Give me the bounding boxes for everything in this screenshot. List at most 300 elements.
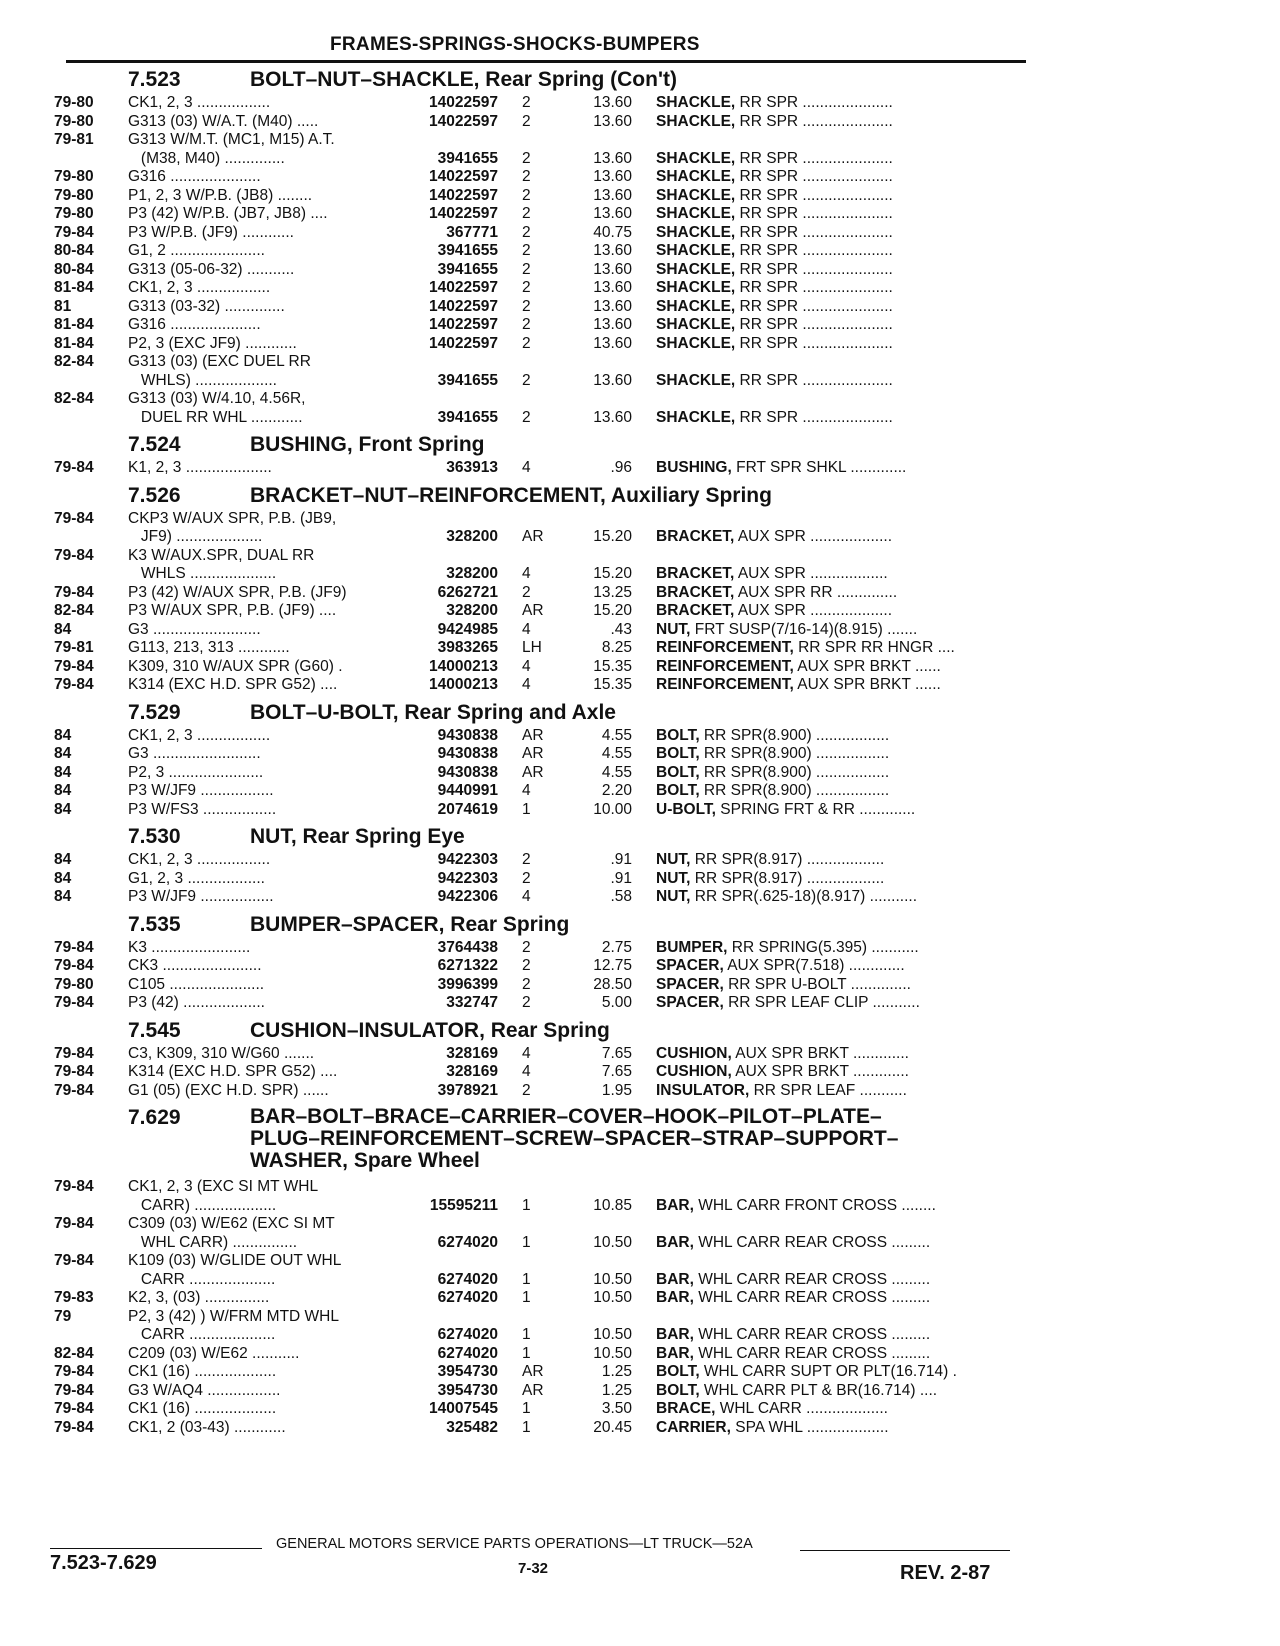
row-quantity: 2 [522, 1081, 531, 1099]
row-model-line: K109 (03) W/GLIDE OUT WHL [128, 1252, 342, 1269]
row-description-name: BAR, [656, 1233, 694, 1251]
table-row [0, 870, 1280, 889]
row-price: 13.60 [593, 316, 632, 333]
row-part-number: 3996399 [437, 975, 498, 993]
table-row [0, 459, 1280, 478]
row-model [128, 1345, 398, 1364]
row-years: 79-80 [54, 94, 94, 111]
row-part-number: 9424985 [437, 620, 498, 638]
footer-revision: REV. 2-87 [900, 1562, 991, 1584]
row-quantity: 2 [522, 938, 531, 956]
table-row [0, 621, 1280, 640]
row-description [656, 335, 1020, 354]
row-years: 84 [54, 800, 72, 818]
row-description-name: BAR, [656, 1344, 694, 1362]
row-price: 10.50 [593, 1326, 632, 1343]
section-title [250, 484, 772, 508]
table-row [0, 727, 1280, 746]
row-description-name: BOLT, [656, 782, 700, 799]
row-description-name: REINFORCEMENT, [656, 639, 794, 656]
table-row [0, 353, 1280, 390]
row-description-detail: RR SPR ..................... [735, 260, 893, 278]
table-row [0, 390, 1280, 427]
row-description-detail: RR SPR ..................... [735, 316, 893, 333]
row-price: 15.20 [593, 528, 632, 545]
table-row [0, 1045, 1280, 1064]
row-model-line: G1 (05) (EXC H.D. SPR) ...... [128, 1081, 329, 1099]
row-model [128, 547, 398, 584]
row-description-detail: RR SPR ..................... [735, 94, 893, 111]
section-number: 7.524 [128, 433, 181, 456]
row-description-detail: AUX SPR(7.518) ............. [723, 957, 905, 974]
table-row [0, 335, 1280, 354]
row-description-name: SHACKLE, [656, 371, 736, 389]
row-model [128, 745, 398, 764]
row-model-line: WHLS .................... [128, 565, 277, 582]
row-model-line: CK1 (16) ................... [128, 1400, 277, 1417]
row-price: .96 [610, 459, 632, 476]
row-model [128, 187, 398, 206]
row-description-detail: AUX SPR ................... [734, 528, 893, 545]
row-model-line: CKP3 W/AUX SPR, P.B. (JB9, [128, 509, 337, 527]
section-number: 7.535 [128, 912, 181, 936]
row-part-number: 325482 [446, 1418, 498, 1436]
row-model-line: G316 ..................... [128, 316, 261, 333]
row-model [128, 113, 398, 132]
section-number: 7.629 [128, 1106, 181, 1129]
row-description-name: SPACER, [656, 975, 724, 993]
row-description-detail: WHL CARR REAR CROSS ......... [693, 1270, 931, 1288]
row-model [128, 94, 398, 113]
row-model [128, 261, 398, 280]
row-description-detail: RR SPR ..................... [735, 371, 893, 389]
row-years: 81-84 [54, 316, 94, 333]
section-title-line: BAR–BOLT–BRACE–CARRIER–COVER–HOOK–PILOT–PLATE– [250, 1105, 882, 1128]
row-description [656, 957, 1020, 976]
table-row [0, 658, 1280, 677]
table-row [0, 1063, 1280, 1082]
row-description-detail: RR SPR ..................... [735, 297, 893, 315]
row-model [128, 298, 398, 317]
row-price: 13.60 [593, 205, 632, 222]
row-price: 13.60 [593, 279, 632, 296]
row-description-detail: WHL CARR SUPT OR PLT(16.714) . [699, 1363, 957, 1380]
row-description-name: SHACKLE, [656, 168, 736, 185]
row-description-name: REINFORCEMENT, [656, 676, 794, 693]
row-description [656, 224, 1020, 243]
row-description-name: BOLT, [656, 1363, 700, 1380]
row-description-name: BOLT, [656, 726, 700, 744]
row-price: 3.50 [601, 1400, 632, 1417]
row-model-line: G316 ..................... [128, 168, 261, 185]
row-description-name: BOLT, [656, 745, 700, 762]
row-quantity: 1 [522, 1196, 531, 1214]
row-description-detail: AUX SPR BRKT ............. [731, 1063, 909, 1080]
row-description [656, 1289, 1020, 1308]
row-quantity: AR [522, 726, 544, 744]
row-model-line: DUEL RR WHL ............ [128, 408, 303, 426]
row-years: 82-84 [54, 602, 94, 619]
row-years: 84 [54, 620, 72, 638]
row-part-number: 14022597 [429, 334, 498, 352]
row-years: 79-84 [54, 676, 94, 693]
row-part-number: 332747 [446, 994, 498, 1011]
row-description-name: CUSHION, [656, 1063, 732, 1080]
row-years: 79-80 [54, 186, 94, 204]
row-price: 10.85 [593, 1196, 632, 1214]
row-price: 2.20 [601, 782, 632, 799]
row-price: 13.60 [593, 334, 632, 352]
row-price: 1.25 [601, 1363, 632, 1380]
row-description [656, 727, 1020, 746]
row-description-detail: WHL CARR ................... [715, 1400, 888, 1417]
row-years: 79-84 [54, 1063, 94, 1080]
row-description [656, 113, 1020, 132]
row-description [656, 939, 1020, 958]
row-model [128, 1363, 398, 1382]
row-quantity: 4 [522, 657, 531, 675]
row-years: 84 [54, 745, 72, 762]
table-row [0, 1215, 1280, 1252]
table-row [0, 1308, 1280, 1345]
row-price: 20.45 [593, 1418, 632, 1436]
row-model [128, 131, 398, 168]
row-part-number: 9430838 [437, 726, 498, 744]
row-model-line: CK3 ....................... [128, 957, 262, 974]
row-description-name: BOLT, [656, 763, 700, 781]
row-quantity: 4 [522, 565, 531, 582]
row-years: 79-84 [54, 583, 94, 601]
row-years: 84 [54, 888, 72, 905]
row-description-detail: AUX SPR BRKT ...... [793, 657, 941, 675]
row-model [128, 939, 398, 958]
table-row [0, 851, 1280, 870]
row-part-number: 14022597 [429, 112, 498, 130]
section-number: 7.530 [128, 825, 181, 848]
row-price: 13.60 [593, 371, 632, 389]
section-title [250, 913, 569, 937]
row-years: 80-84 [54, 260, 94, 278]
row-description [656, 168, 1020, 187]
row-quantity: 2 [522, 583, 531, 601]
row-description-detail: AUX SPR ................... [734, 602, 893, 619]
row-part-number: 9440991 [437, 782, 498, 799]
section-header [0, 66, 1280, 92]
section-title-line: WASHER, Spare Wheel [250, 1149, 480, 1172]
row-model-line: C105 ...................... [128, 975, 265, 993]
section-title-line: BRACKET–NUT–REINFORCEMENT, Auxiliary Spring [250, 483, 772, 507]
table-row [0, 976, 1280, 995]
row-years: 84 [54, 851, 72, 868]
row-years: 79-84 [54, 1252, 94, 1269]
table-row [0, 676, 1280, 695]
row-price: 12.75 [593, 957, 632, 974]
row-years: 84 [54, 726, 72, 744]
row-quantity: 2 [522, 279, 531, 296]
row-description [656, 1400, 1020, 1419]
row-model-line: C3, K309, 310 W/G60 ....... [128, 1044, 315, 1062]
row-quantity: 1 [522, 1289, 531, 1306]
row-years: 84 [54, 782, 72, 799]
row-part-number: 6274020 [437, 1326, 498, 1343]
row-part-number: 6274020 [437, 1233, 498, 1251]
row-model-line: (M38, M40) .............. [128, 149, 285, 167]
row-model-line: CARR .................... [128, 1270, 276, 1288]
row-model [128, 168, 398, 187]
row-part-number: 3941655 [437, 408, 498, 426]
row-description-name: NUT, [656, 851, 691, 868]
row-description-detail: WHL CARR REAR CROSS ......... [693, 1326, 931, 1343]
row-years: 79-81 [54, 639, 94, 656]
section-title-line: BUSHING, Front Spring [250, 433, 485, 456]
footer-publisher: GENERAL MOTORS SERVICE PARTS OPERATIONS—LT TRUCK—52A [276, 1536, 753, 1552]
row-model [128, 764, 398, 783]
row-model-line: CK1, 2, 3 (EXC SI MT WHL [128, 1178, 319, 1195]
row-part-number: 14022597 [429, 297, 498, 315]
row-part-number: 3941655 [437, 149, 498, 167]
row-description-detail: RR SPR ..................... [735, 186, 893, 204]
row-description [656, 1419, 1020, 1438]
row-description [656, 1197, 1020, 1216]
row-model [128, 870, 398, 889]
row-model-line: G1, 2, 3 .................. [128, 869, 265, 887]
row-part-number: 9430838 [437, 745, 498, 762]
row-description-detail: RR SPR(8.900) ................. [699, 763, 890, 781]
row-price: 15.35 [593, 676, 632, 693]
row-description-detail: SPA WHL ................... [730, 1418, 889, 1436]
row-part-number: 14022597 [429, 94, 498, 111]
row-part-number: 328200 [446, 565, 498, 582]
row-description-detail: WHL CARR FRONT CROSS ........ [693, 1196, 936, 1214]
row-price: 10.50 [593, 1289, 632, 1306]
section-title [250, 701, 616, 725]
row-quantity: 2 [522, 205, 531, 222]
row-quantity: 4 [522, 1063, 531, 1080]
row-model-line: CARR .................... [128, 1326, 276, 1343]
row-model [128, 602, 398, 621]
row-model-line: G313 (03) (EXC DUEL RR [128, 353, 311, 370]
section-header [0, 911, 1280, 937]
row-description [656, 1382, 1020, 1401]
row-quantity: 2 [522, 957, 531, 974]
row-part-number: 14022597 [429, 279, 498, 296]
row-quantity: 2 [522, 316, 531, 333]
row-description-name: SHACKLE, [656, 112, 736, 130]
row-model [128, 994, 398, 1013]
section-number: 7.545 [128, 1018, 181, 1042]
row-model-line: CK1, 2, 3 ................. [128, 726, 271, 744]
row-model [128, 801, 398, 820]
row-description-detail: RR SPRING(5.395) ........... [727, 938, 919, 956]
row-quantity: 1 [522, 1270, 531, 1288]
row-description-detail: RR SPR ..................... [735, 242, 893, 259]
section-header [0, 699, 1280, 725]
row-model-line: G313 (03-32) .............. [128, 297, 285, 315]
section-title [250, 825, 465, 849]
row-quantity: 2 [522, 334, 531, 352]
row-quantity: 2 [522, 94, 531, 111]
table-row [0, 745, 1280, 764]
row-price: 5.00 [601, 994, 632, 1011]
row-description-detail: WHL CARR REAR CROSS ......... [693, 1289, 931, 1306]
row-description-name: SHACKLE, [656, 149, 736, 167]
row-quantity: 1 [522, 1233, 531, 1251]
row-description-name: BOLT, [656, 1381, 700, 1399]
row-model [128, 888, 398, 907]
table-row [0, 131, 1280, 168]
row-description-name: BUMPER, [656, 938, 728, 956]
row-price: 7.65 [601, 1063, 632, 1080]
row-quantity: 4 [522, 1044, 531, 1062]
row-part-number: 3978921 [437, 1081, 498, 1099]
row-quantity: AR [522, 1381, 544, 1399]
row-years: 84 [54, 869, 72, 887]
row-description-name: BRACKET, [656, 602, 735, 619]
row-model-line: WHL CARR) ............... [128, 1233, 298, 1251]
row-description-name: SHACKLE, [656, 297, 736, 315]
row-model-line: P2, 3 ...................... [128, 763, 264, 781]
row-description-detail: RR SPR(.625-18)(8.917) ........... [690, 888, 918, 905]
row-model-line: G113, 213, 313 ............ [128, 639, 290, 656]
row-part-number: 328200 [446, 528, 498, 545]
row-years: 84 [54, 763, 72, 781]
row-model-line: K314 (EXC H.D. SPR G52) .... [128, 1063, 338, 1080]
row-description [656, 565, 1020, 584]
row-part-number: 14022597 [429, 316, 498, 333]
table-row [0, 205, 1280, 224]
row-model-line: CK1, 2 (03-43) ............ [128, 1418, 286, 1436]
row-description-detail: AUX SPR BRKT ............. [731, 1044, 909, 1062]
row-model [128, 727, 398, 746]
row-quantity: 1 [522, 1344, 531, 1362]
row-description-name: SPACER, [656, 994, 724, 1011]
row-model-line: P3 W/JF9 ................. [128, 782, 274, 799]
table-row [0, 584, 1280, 603]
table-row [0, 1289, 1280, 1308]
row-years: 81-84 [54, 279, 94, 296]
row-price: .91 [610, 851, 632, 868]
row-quantity: 4 [522, 888, 531, 905]
row-model [128, 1215, 398, 1252]
row-model [128, 353, 398, 390]
row-quantity: 2 [522, 297, 531, 315]
row-description [656, 150, 1020, 169]
row-model [128, 510, 398, 547]
row-part-number: 14000213 [429, 657, 498, 675]
row-description [656, 316, 1020, 335]
row-model [128, 957, 398, 976]
section-number: 7.526 [128, 483, 181, 507]
row-description [656, 639, 1020, 658]
row-description-detail: RR SPR(8.900) ................. [699, 782, 890, 799]
section-header [0, 431, 1280, 457]
row-model-line: G3 ......................... [128, 620, 261, 638]
row-model [128, 335, 398, 354]
row-model [128, 1400, 398, 1419]
row-model [128, 1178, 398, 1215]
row-description [656, 1063, 1020, 1082]
row-description [656, 298, 1020, 317]
row-part-number: 9422306 [437, 888, 498, 905]
row-description [656, 782, 1020, 801]
row-part-number: 6274020 [437, 1270, 498, 1288]
row-description [656, 372, 1020, 391]
row-price: 2.75 [601, 938, 632, 956]
row-years: 79-84 [54, 1178, 94, 1195]
row-description [656, 888, 1020, 907]
row-price: 15.20 [593, 565, 632, 582]
row-description-detail: WHL CARR REAR CROSS ......... [693, 1344, 931, 1362]
row-model-line: G1, 2 ...................... [128, 242, 265, 259]
table-row [0, 1400, 1280, 1419]
section-title-line: PLUG–REINFORCEMENT–SCREW–SPACER–STRAP–SUPPORT– [250, 1127, 899, 1150]
row-years: 79 [54, 1307, 72, 1325]
row-description-detail: RR SPR(8.917) .................. [690, 869, 885, 887]
row-price: 10.50 [593, 1344, 632, 1362]
row-years: 82-84 [54, 390, 94, 407]
row-part-number: 15595211 [429, 1196, 498, 1214]
row-years: 79-84 [54, 1081, 94, 1099]
row-price: 10.00 [593, 800, 632, 818]
row-description [656, 994, 1020, 1013]
row-part-number: 328200 [446, 602, 498, 619]
section-title-line: NUT, Rear Spring Eye [250, 825, 465, 848]
row-model-line: JF9) .................... [128, 528, 263, 545]
row-description-name: SHACKLE, [656, 316, 736, 333]
row-years: 79-84 [54, 1363, 94, 1380]
row-description-detail: RR SPR ..................... [735, 223, 893, 241]
row-part-number: 6274020 [437, 1344, 498, 1362]
row-description [656, 801, 1020, 820]
row-description-detail: FRT SUSP(7/16-14)(8.915) ....... [690, 620, 918, 638]
row-quantity: AR [522, 1363, 544, 1380]
row-model [128, 459, 398, 478]
row-years: 79-80 [54, 205, 94, 222]
table-row [0, 639, 1280, 658]
row-years: 79-83 [54, 1289, 94, 1306]
row-description [656, 528, 1020, 547]
row-price: 40.75 [593, 223, 632, 241]
row-price: 13.60 [593, 94, 632, 111]
row-description-name: SPACER, [656, 957, 724, 974]
row-description-name: SHACKLE, [656, 186, 736, 204]
row-price: 1.25 [601, 1381, 632, 1399]
footer-rule-left [50, 1548, 262, 1549]
row-description-name: SHACKLE, [656, 334, 736, 352]
row-model-line: CK1 (16) ................... [128, 1363, 277, 1380]
row-description [656, 658, 1020, 677]
row-description-detail: FRT SPR SHKL ............. [731, 459, 907, 476]
row-description-detail: RR SPR(8.900) ................. [699, 726, 890, 744]
row-model [128, 316, 398, 335]
section-number: 7.529 [128, 700, 181, 724]
row-description [656, 94, 1020, 113]
row-model-line: G313 (03) W/4.10, 4.56R, [128, 390, 306, 407]
table-row [0, 994, 1280, 1013]
row-price: 13.60 [593, 242, 632, 259]
row-years: 79-84 [54, 509, 94, 527]
row-model [128, 1289, 398, 1308]
row-model-line: K2, 3, (03) ............... [128, 1289, 270, 1306]
row-model-line: C209 (03) W/E62 ........... [128, 1344, 300, 1362]
row-description [656, 602, 1020, 621]
row-description-detail: SPRING FRT & RR ............. [715, 800, 916, 818]
row-description-detail: RR SPR(8.917) .................. [690, 851, 885, 868]
row-model [128, 639, 398, 658]
row-years: 79-80 [54, 168, 94, 185]
footer-section-range: 7.523-7.629 [50, 1552, 157, 1574]
row-description-name: BRACE, [656, 1400, 716, 1417]
